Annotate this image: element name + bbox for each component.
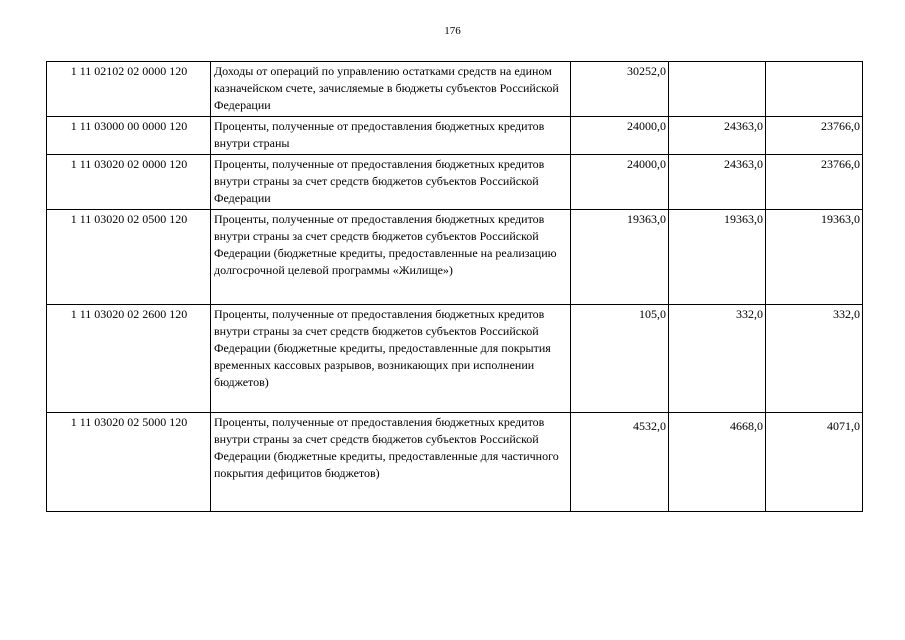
- amount-year-2: 24363,0: [669, 155, 766, 210]
- revenue-description: Проценты, полученные от предоставления бюджетных кредитов внутри страны за счет средств бюджетов субъектов Российской Федерации (бюджетные кредиты, предоставленные для частичного покрытия дефицитов бюджетов): [211, 413, 571, 512]
- amount-year-3: 332,0: [766, 305, 863, 413]
- page-number: 176: [444, 25, 461, 37]
- amount-year-1: 19363,0: [571, 210, 669, 305]
- table-row: [47, 117, 863, 155]
- amount-year-3: 23766,0: [766, 117, 863, 155]
- amount-year-1: 30252,0: [571, 62, 669, 117]
- revenue-description: Проценты, полученные от предоставления бюджетных кредитов внутри страны: [211, 117, 571, 155]
- revenue-description: Доходы от операций по управлению остатками средств на едином казначейском счете, зачисляемые в бюджеты субъектов Российской Федерации: [211, 62, 571, 117]
- table-row: [47, 210, 863, 305]
- revenue-description: Проценты, полученные от предоставления бюджетных кредитов внутри страны за счет средств бюджетов субъектов Российской Федерации (бюджетные кредиты, предоставленные для покрытия временных кассовых разрывов, возникающих при исполнении бюджетов): [211, 305, 571, 413]
- classification-code: 1 11 03020 02 0500 120: [47, 210, 211, 305]
- amount-year-2: 24363,0: [669, 117, 766, 155]
- table-row: [47, 413, 863, 512]
- amount-year-3: 4071,0: [766, 413, 863, 512]
- budget-revenue-table: [46, 61, 863, 512]
- amount-year-3: 23766,0: [766, 155, 863, 210]
- amount-year-2: [669, 62, 766, 117]
- amount-year-2: 4668,0: [669, 413, 766, 512]
- classification-code: 1 11 03020 02 0000 120: [47, 155, 211, 210]
- classification-code: 1 11 03020 02 5000 120: [47, 413, 211, 512]
- amount-year-2: 332,0: [669, 305, 766, 413]
- classification-code: 1 11 03020 02 2600 120: [47, 305, 211, 413]
- table-row: [47, 155, 863, 210]
- amount-year-3: [766, 62, 863, 117]
- amount-year-1: 24000,0: [571, 155, 669, 210]
- amount-year-1: 24000,0: [571, 117, 669, 155]
- amount-year-1: 4532,0: [571, 413, 669, 512]
- table-row: [47, 62, 863, 117]
- amount-year-1: 105,0: [571, 305, 669, 413]
- table-row: [47, 305, 863, 413]
- classification-code: 1 11 02102 02 0000 120: [47, 62, 211, 117]
- revenue-description: Проценты, полученные от предоставления бюджетных кредитов внутри страны за счет средств бюджетов субъектов Российской Федерации: [211, 155, 571, 210]
- amount-year-3: 19363,0: [766, 210, 863, 305]
- classification-code: 1 11 03000 00 0000 120: [47, 117, 211, 155]
- revenue-description: Проценты, полученные от предоставления бюджетных кредитов внутри страны за счет средств бюджетов субъектов Российской Федерации (бюджетные кредиты, предоставленные на реализацию долгосрочной целевой программы «Жилище»): [211, 210, 571, 305]
- amount-year-2: 19363,0: [669, 210, 766, 305]
